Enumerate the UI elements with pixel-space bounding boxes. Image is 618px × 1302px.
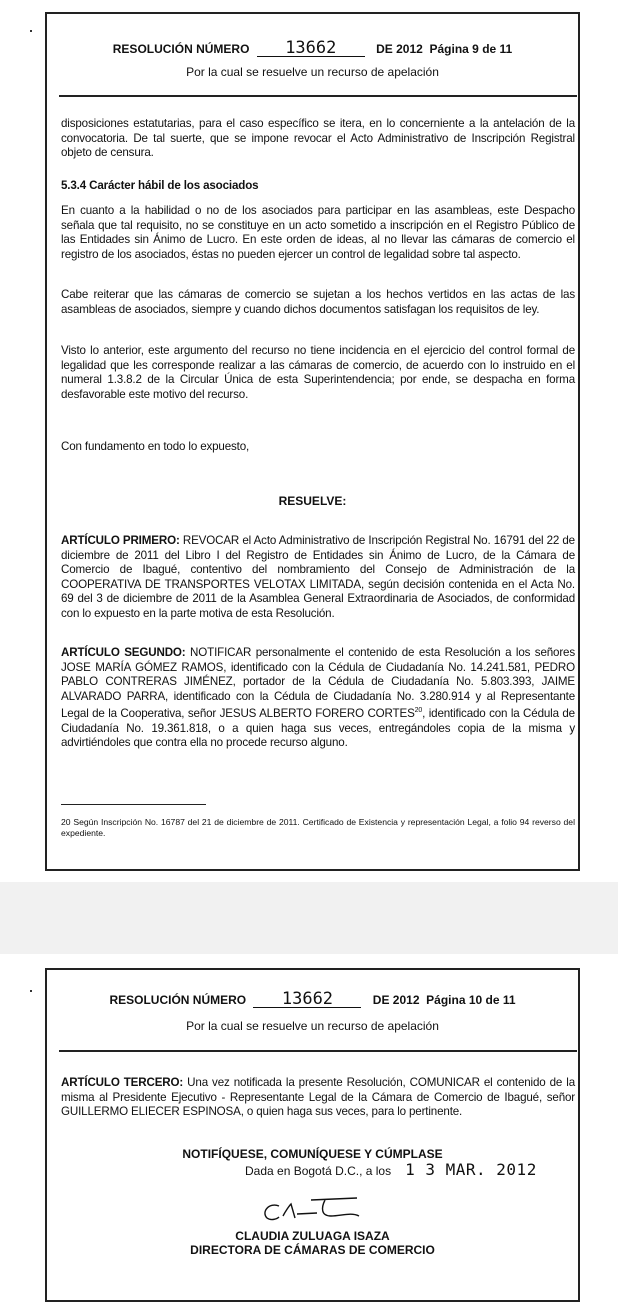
article-text: NOTIFICAR personalmente el contenido de esta Resolución a los señores JOSE MARÍA GÓMEZ RAMOS, identificado con la Cédula de Ciudadanía No. 14.241.581, PEDRO PABLO CONTRERAS JIMÉNEZ, portador de la Cédula de Ciudadanía No. 5.803.393, JAIME ALVARADO PARRA, identificado con la Cédula de Ciudadanía No. 3.280.914 y al Representante Legal de la Cooperativa, señor JESUS ALBERTO FORERO CORTES <box>61 646 576 721</box>
article-text: , identificado con la Cédula de Ciudadanía No. 19.361.818, o a quien haga sus veces, entregándoles copia de la misma y advirtiéndoles que contra ella no procede recurso alguno. <box>61 707 575 750</box>
article-text: Una vez notificada la presente Resolución, COMUNICAR el contenido de la misma al Presidente Ejecutivo - Representante Legal de la Cámara de Comercio de Ibagué, señor GUILLERMO ELIECER ESPINOSA, o quien haga sus veces, para lo pertinente. <box>61 1076 576 1119</box>
articulo-primero <box>61 534 575 622</box>
header-year: DE 2012 <box>376 42 423 56</box>
section-heading: 5.3.4 Carácter hábil de los asociados <box>61 179 259 192</box>
paragraph: En cuanto a la habilidad o no de los asociados para participar en las asambleas, este Despacho señala que tal requisito, no se constituye en un acto sometido a inscripción en el Registro Público de las Entidades sin Ánimo de Lucro. En este orden de ideas, al no llevar las cámaras de comercio el registro de los asociados, éstas no pueden ejercer un control de legalidad sobre tal aspecto. <box>61 204 575 261</box>
date-stamp: 1 3 MAR. 2012 <box>405 1160 537 1179</box>
signer-name: CLAUDIA ZULUAGA ISAZA <box>235 1229 390 1243</box>
page-number: Página 10 de 11 <box>426 993 516 1007</box>
article-label: ARTÍCULO PRIMERO: <box>61 534 180 547</box>
page-gap <box>0 882 618 954</box>
header-year: DE 2012 <box>372 993 420 1007</box>
paragraph: Cabe reiterar que las cámaras de comercio se sujetan a los hechos vertidos en las actas de las asambleas de asociados, siempre y cuando dichos documentos satisfagan los requisitos de ley. <box>61 288 575 316</box>
paragraph: Visto lo anterior, este argumento del recurso no tiene incidencia en el ejercicio del control formal de legalidad que les corresponde realizar a las cámaras de comercio, de acuerdo con lo instruido en el numeral 1.3.8.2 de la Circular Única de esta Superintendencia; por ende, se despacha en forma desfavorable este motivo del recurso. <box>61 344 575 401</box>
header-label: RESOLUCIÓN NÚMERO <box>112 42 250 56</box>
articulo-segundo <box>61 646 575 751</box>
page-header <box>47 40 578 57</box>
resolution-number: 13662 <box>257 40 365 57</box>
closing-formula: NOTIFÍQUESE, COMUNÍQUESE Y CÚMPLASE <box>182 1147 443 1161</box>
header-label: RESOLUCIÓN NÚMERO <box>109 993 247 1007</box>
article-text: REVOCAR el Acto Administrativo de Inscripción Registral No. 16791 del 22 de diciembre de 2011 del Libro I del Registro de Entidades sin Ánimo de Lucro, de la Cámara de Comercio de Ibagué, contentivo del nombramiento del Consejo de Administración de la COOPERATIVA DE TRANSPORTES VELOTAX LIMITADA, según decisión contenida en el Acta No. 69 del 3 de diciembre de 2011 de la Asamblea General Extraordinaria de Asociados, de conformidad con lo expuesto en la parte motiva de esta Resolución. <box>61 534 575 620</box>
footnote: 20 Según Inscripción No. 16787 del 21 de diciembre de 2011. Certificado de Existencia y representación Legal, a folio 94 reverso del expediente. <box>61 817 575 838</box>
page-subtitle: Por la cual se resuelve un recurso de apelación <box>186 65 439 79</box>
document-page-10 <box>45 968 580 1302</box>
articulo-tercero <box>61 1076 575 1120</box>
article-label: ARTÍCULO SEGUNDO: <box>61 646 186 659</box>
date-line <box>245 1160 537 1179</box>
header-rule <box>59 1050 577 1052</box>
date-text: Dada en Bogotá D.C., a los <box>245 1164 392 1178</box>
page-number: Página 9 de 11 <box>429 42 513 56</box>
scan-mark <box>30 990 32 992</box>
paragraph: Con fundamento en todo lo expuesto, <box>61 440 250 453</box>
scan-mark <box>30 30 32 32</box>
page-subtitle: Por la cual se resuelve un recurso de apelación <box>186 1019 439 1033</box>
signature <box>259 1192 379 1226</box>
footnote-rule <box>61 804 206 805</box>
footnote-ref: 20 <box>414 707 423 715</box>
document-page-9 <box>45 12 580 871</box>
page-header <box>47 991 578 1008</box>
resolution-number: 13662 <box>253 991 361 1008</box>
resuelve-heading: RESUELVE: <box>278 494 347 508</box>
paragraph: disposiciones estatutarias, para el caso específico se itera, en lo concerniente a la antelación de la convocatoria. De tal suerte, que se impone revocar el Acto Administrativo de Inscripción Registral objeto de censura. <box>61 117 575 160</box>
signer-title: DIRECTORA DE CÁMARAS DE COMERCIO <box>190 1243 435 1257</box>
header-rule <box>59 95 577 97</box>
article-label: ARTÍCULO TERCERO: <box>61 1076 184 1089</box>
